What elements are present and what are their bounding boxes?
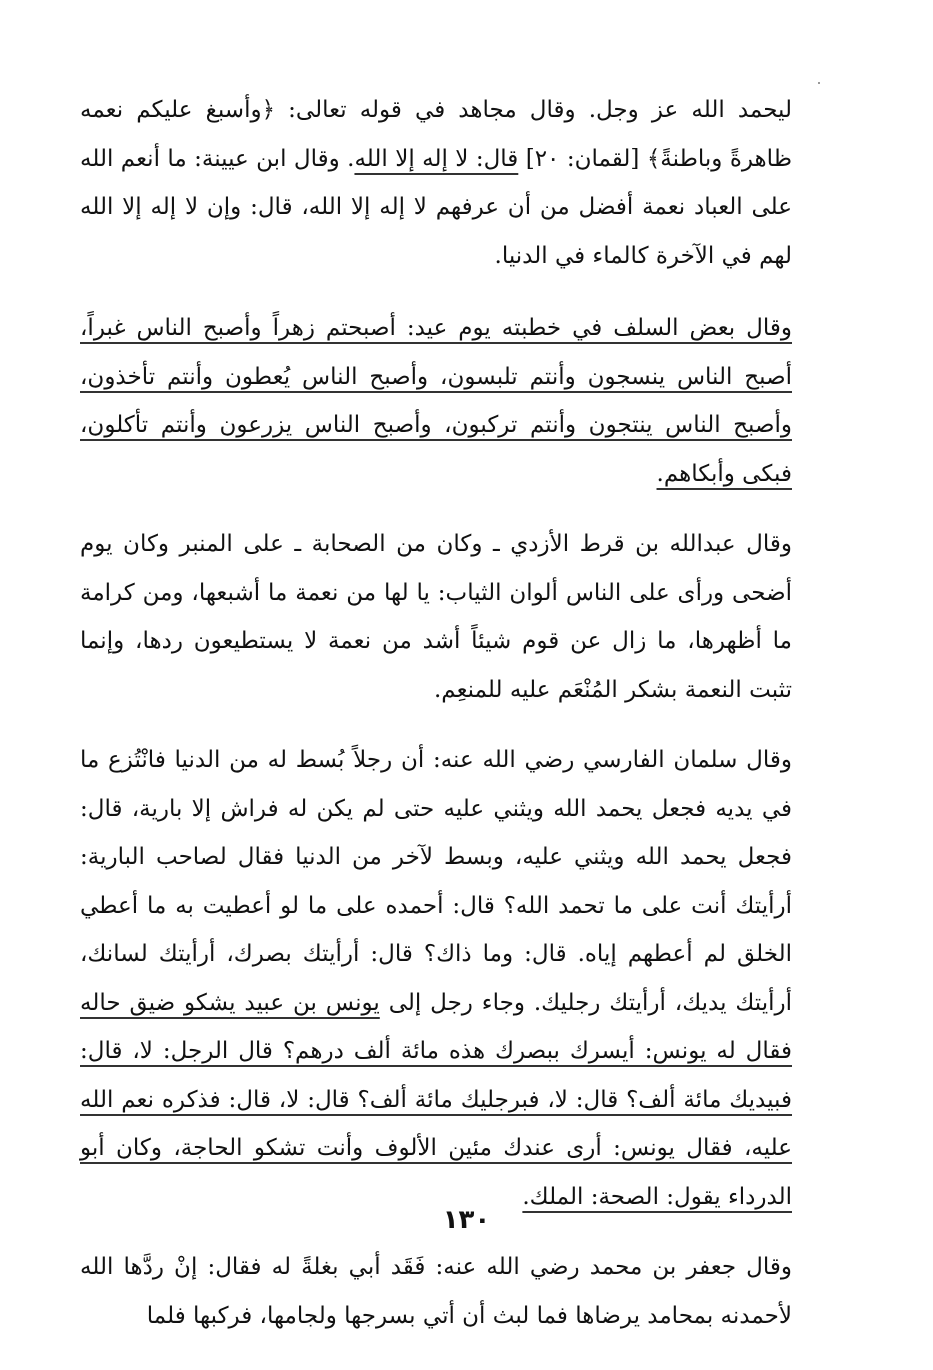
- text-segment: وقال عبدالله بن قرط الأزدي ـ وكان من الصحابة ـ على المنبر وكان يوم أضحى ورأى على الناس ألوان الثياب: يا لها من نعمة ما أشبعها، ومن كرامة ما أظهرها، ما زال عن قوم شيئاً أشد من نعمة لا يستطيعون ردها، وإنما تثبت النعمة بشكر المُنْعَم عليه للمنعِم.: [80, 531, 792, 703]
- paragraph-4: [80, 736, 792, 1221]
- paragraph-5: [80, 1243, 792, 1340]
- underlined-text-segment: قال: لا إله إلا الله: [354, 145, 519, 172]
- scan-mark: [818, 82, 820, 84]
- underlined-text-segment: وقال بعض السلف في خطبته يوم عيد: أصبحتم زهراً وأصبح الناس غبراً، أصبح الناس ينسجون وأنتم تلبسون، وأصبح الناس يُعطون وأنتم تأخذون، وأصبح الناس ينتجون وأنتم تركبون، وأصبح الناس يزرعون وأنتم تأكلون، فبكى وأبكاهم.: [80, 315, 792, 487]
- paragraph-3: [80, 520, 792, 714]
- text-segment: وقال سلمان الفارسي رضي الله عنه: أن رجلاً بُسط له من الدنيا فانْتُزع ما في يديه فجعل يحمد الله ويثني عليه حتى لم يكن له فراش إلا بارية، قال: فجعل يحمد الله ويثني عليه، وبسط لآخر من الدنيا فقال لصاحب البارية: أرأيتك أنت على ما تحمد الله؟ قال: أحمده على ما لو أعطيت به ما أعطي الخلق لم أعطهم إياه. قال: وما ذاك؟ قال: أرأيتك بصرك، أرأيتك لسانك، أرأيتك يديك، أرأيتك رجليك. وجاء رجل إلى: [80, 747, 792, 1016]
- book-page: [80, 86, 792, 1329]
- text-segment: ليحمد الله عز وجل. وقال مجاهد في قوله تعالى: ﴿وأسبغ عليكم نعمه ظاهرةً وباطنةً﴾ [لقمان: ٢٠]: [80, 97, 792, 172]
- underlined-text-segment: يونس بن عبيد يشكو ضيق حاله فقال له يونس: أيسرك ببصرك هذه مائة ألف درهم؟ قال الرجل: لا، قال: فبيديك مائة ألف؟ قال: لا، فبرجليك مائة ألف؟ قال: لا، قال: فذكره نعم الله عليه، فقال يونس: أرى عندك مئين الألوف وأنت تشكو الحاجة، وكان أبو الدرداء يقول: الصحة: الملك.: [80, 989, 792, 1210]
- text-segment: وقال جعفر بن محمد رضي الله عنه: فَقَد أبي بغلةً له فقال: إنْ ردَّها الله لأحمدنه بمحامد يرضاها فما لبث أن أتي بسرجها ولجامها، فركبها فلما: [80, 1254, 792, 1329]
- page-number: ١٣٠: [442, 1205, 491, 1235]
- text-segment: . وقال ابن عيينة: ما أنعم الله على العباد نعمة أفضل من أن عرفهم لا إله إلا الله، قال: وإن لا إله إلا الله لهم في الآخرة كالماء في الدنيا.: [80, 145, 792, 269]
- paragraph-2: [80, 304, 792, 498]
- paragraph-1: [80, 86, 792, 280]
